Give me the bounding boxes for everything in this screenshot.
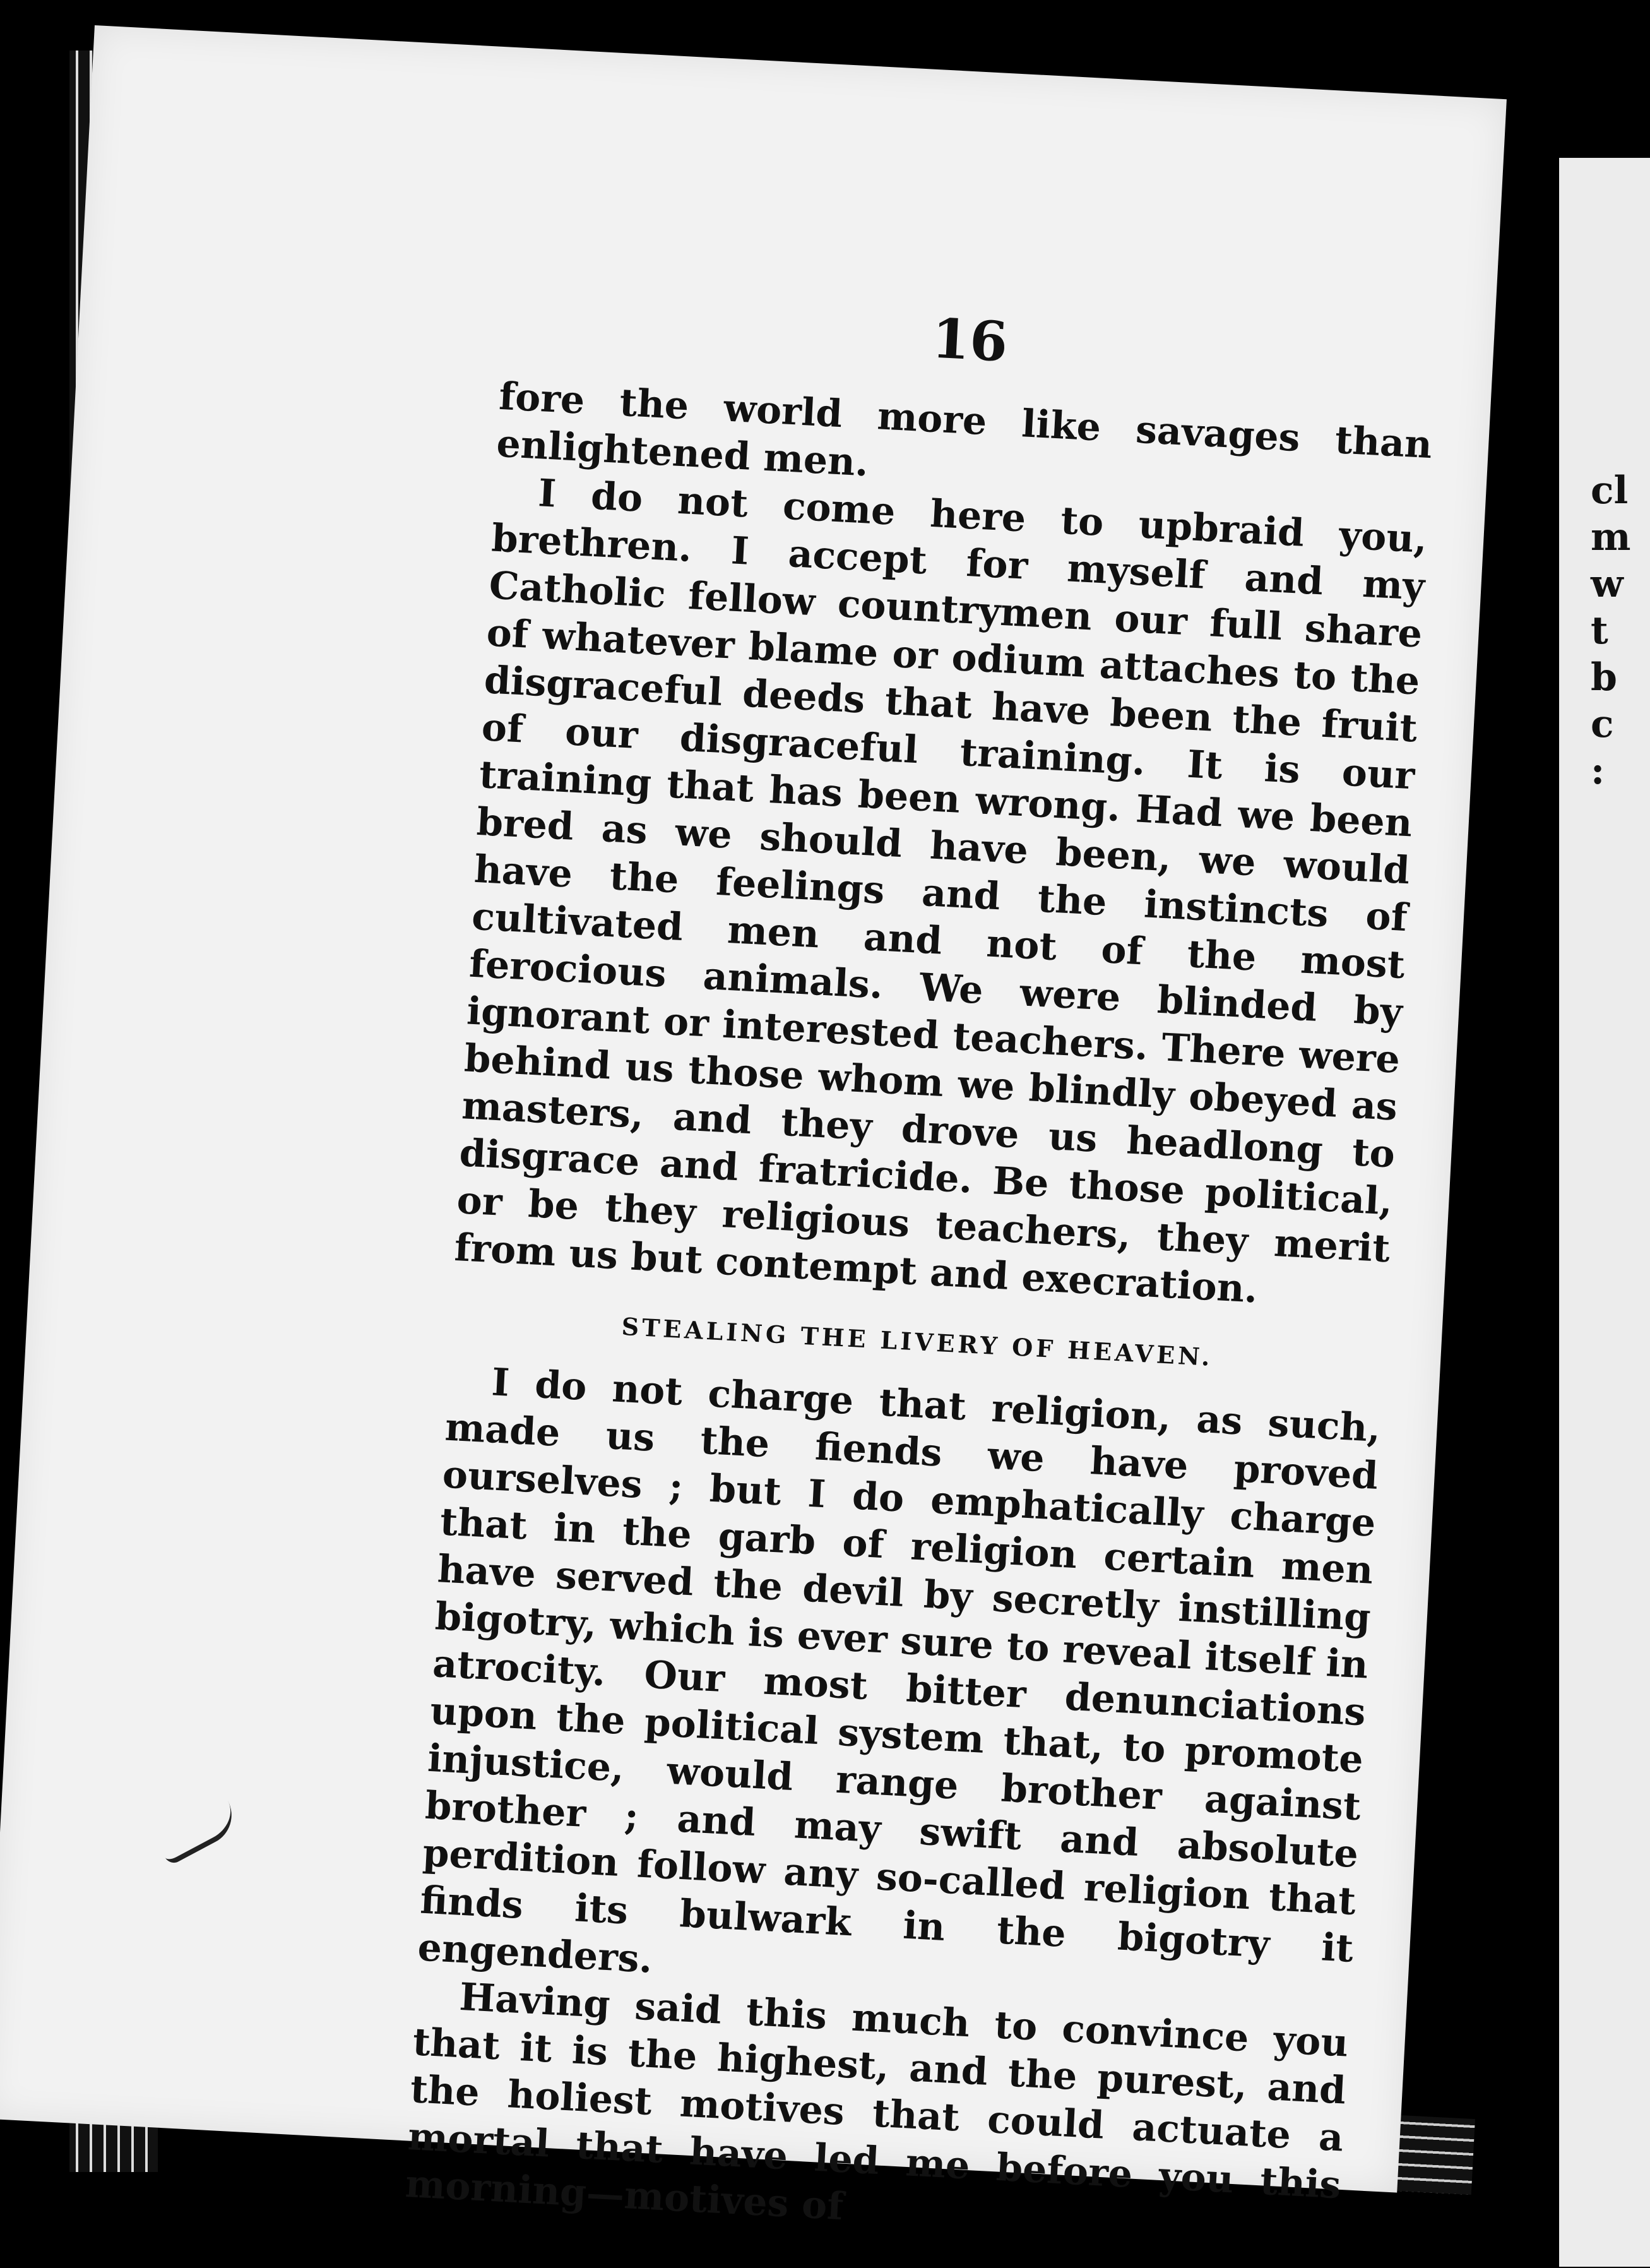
paragraph-1: fore the world more like savages than enlightened men. (495, 374, 1433, 486)
page-content (404, 284, 1438, 2257)
section-heading: STEALING THE LIVERY OF HEAVEN. (620, 1311, 1214, 1371)
paragraph-3: I do not charge that religion, as such, made us the fiends we have proved ourselves ; but I do emphatically charge that in the garb of religion certain men have served the devil by secretly instilling bigotry, which is ever sure to reveal itself in atrocity. Our most bitter denunciations upon the political system that, to promote injustice, would range brother against brother ; and may swift and absolute perdition follow any so-called religion that finds its bulwark in the bigotry it engenders. (417, 1360, 1382, 1982)
paragraph-2: I do not come here to upbraid you, brethren. I accept for myself and my Catholic fellow countrymen our full share of whatever blame or odium attaches to the disgraceful deeds that have been the fruit of our disgraceful training. It is our training that has been wrong. Had we been bred as we should have been, we would have the feelings and the instincts of cultivated men and not of the most ferocious animals. We were blinded by ignorant or interested teachers. There were behind us those whom we blindly obeyed as masters, and they drove us headlong to disgrace and fratricide. Be those political, or be they religious teachers, they merit from us but contempt and execration. (453, 471, 1428, 1312)
paragraph-4: Having said this much to convince you that it is the highest, and the purest, and the holiest motives that could actuate a mortal that have led me before you this morning—motives of (404, 1974, 1350, 2229)
facing-page-edge-text: cl m w t b c : (1591, 469, 1631, 793)
page-number: 16 (930, 306, 1009, 374)
